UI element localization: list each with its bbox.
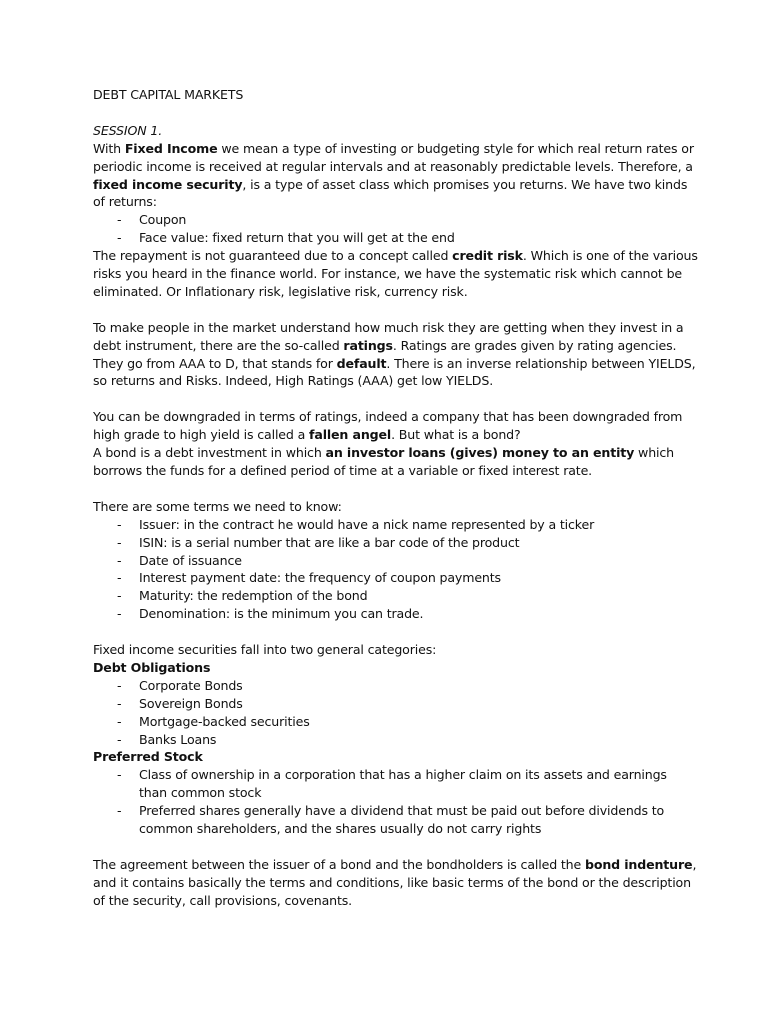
paragraph-fallen-angel: You can be downgraded in terms of ratings, indeed a company that has been downgraded from high grade to high yield is called a fallen angel. But what is a bond? (93, 409, 683, 443)
list-item: - Class of ownership in a corporation that has a higher claim on its assets and earnings than common stock (93, 766, 698, 802)
list-item: - Coupon (93, 211, 698, 229)
preferred-stock-heading: Preferred Stock (93, 749, 203, 765)
debt-obligations-heading: Debt Obligations (93, 659, 211, 675)
list-item: - ISIN: is a serial number that are like a bar code of the product (93, 534, 698, 552)
session-heading: SESSION 1. (93, 122, 163, 138)
paragraph-bond-definition: A bond is a debt investment in which an investor loans (gives) money to an entity which borrows the funds for a defined period of time at a variable or fixed interest rate. (93, 445, 674, 478)
terms-list (93, 516, 698, 623)
terms-intro: There are some terms we need to know: (93, 498, 342, 514)
list-item: - Date of issuance (93, 552, 698, 570)
paragraph-credit-risk: The repayment is not guaranteed due to a concept called credit risk. Which is one of the various risks you heard in the finance world. For instance, we have the systematic risk which cannot be eliminated. Or Inflationary risk, legislative risk, currency risk. (93, 248, 698, 299)
paragraph-fixed-income: With Fixed Income we mean a type of investing or budgeting style for which real return rates or periodic income is received at regular intervals and at reasonably predictable levels. Therefore, a fixed income security, is a type of asset class which promises you returns. We have two kinds of returns: (93, 140, 694, 210)
list-item: - Maturity: the redemption of the bond (93, 587, 698, 605)
document-title: DEBT CAPITAL MARKETS (93, 87, 244, 102)
returns-list (93, 211, 698, 247)
paragraph-bond-indenture: The agreement between the issuer of a bond and the bondholders is called the bond indenture, and it contains basically the terms and conditions, like basic terms of the bond or the description of the security, call provisions, covenants. (93, 856, 697, 908)
list-item: - Denomination: is the minimum you can trade. (93, 605, 698, 623)
preferred-stock-list (93, 766, 698, 838)
list-item: - Issuer: in the contract he would have a nick name represented by a ticker (93, 516, 698, 534)
list-item: - Sovereign Bonds (93, 695, 698, 713)
debt-obligations-list (93, 677, 698, 749)
list-item: - Interest payment date: the frequency of coupon payments (93, 569, 698, 587)
list-item: - Mortgage-backed securities (93, 713, 698, 731)
categories-intro: Fixed income securities fall into two general categories: (93, 642, 437, 658)
list-item: - Banks Loans (93, 731, 698, 749)
paragraph-ratings: To make people in the market understand how much risk they are getting when they invest in a debt instrument, there are the so-called ratings. Ratings are grades given by rating agencies. They go from AAA to D, that stands for default. There is an inverse relationship between YIELDS, so returns and Risks. Indeed, High Ratings (AAA) get low YIELDS. (93, 319, 696, 389)
list-item: - Preferred shares generally have a dividend that must be paid out before dividends to common shareholders, and the shares usually do not carry rights (93, 802, 698, 838)
list-item: - Face value: fixed return that you will get at the end (93, 229, 698, 247)
list-item: - Corporate Bonds (93, 677, 698, 695)
